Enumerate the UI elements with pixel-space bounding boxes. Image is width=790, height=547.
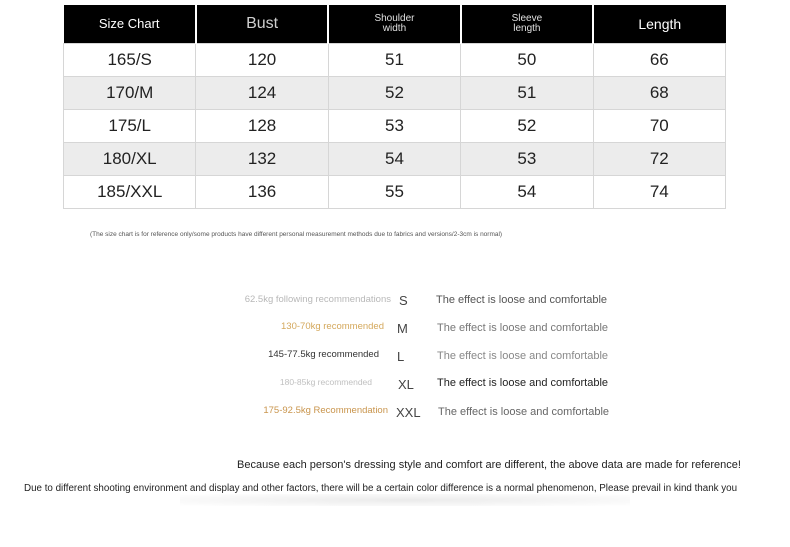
- cell-bust: 136: [196, 175, 328, 208]
- cell-shoulder: 51: [328, 43, 460, 76]
- rec-effect: The effect is loose and comfortable: [438, 406, 610, 418]
- cell-bust: 120: [196, 43, 328, 76]
- rec-size: L: [397, 349, 405, 364]
- cell-shoulder: 53: [328, 109, 460, 142]
- recommendation-row: [0, 293, 790, 313]
- cell-sleeve: 52: [461, 109, 593, 142]
- cell-length: 72: [593, 142, 725, 175]
- table-row: [64, 76, 726, 109]
- header-shoulder-line2: width: [382, 22, 407, 34]
- rec-effect: The effect is loose and comfortable: [437, 377, 609, 389]
- rec-size: XL: [398, 377, 414, 392]
- footer-reference-note: Because each person's dressing style and comfort are different, the above data are made for reference!: [237, 459, 741, 471]
- cell-shoulder: 54: [328, 142, 460, 175]
- rec-size: M: [397, 321, 408, 336]
- cell-length: 68: [593, 76, 725, 109]
- cell-length: 70: [593, 109, 725, 142]
- rec-weight: 145-77.5kg recommended: [268, 349, 379, 360]
- recommendation-row: [0, 349, 790, 369]
- header-length: Length: [593, 5, 725, 43]
- cell-bust: 132: [196, 142, 328, 175]
- rec-effect: The effect is loose and comfortable: [437, 322, 609, 334]
- cell-size: 170/M: [64, 76, 196, 109]
- rec-effect: The effect is loose and comfortable: [436, 294, 608, 306]
- size-chart-table: [63, 5, 726, 209]
- header-bust: Bust: [196, 5, 328, 43]
- recommendation-row: [0, 377, 790, 397]
- cell-sleeve: 54: [461, 175, 593, 208]
- rec-size: S: [399, 293, 408, 308]
- cell-shoulder: 55: [328, 175, 460, 208]
- header-shoulder-line1: Shoulder: [374, 12, 415, 24]
- table-header-row: [64, 5, 726, 43]
- cell-size: 165/S: [64, 43, 196, 76]
- cell-sleeve: 53: [461, 142, 593, 175]
- header-sleeve-line1: Sleeve: [511, 12, 543, 24]
- rec-weight: 130-70kg recommended: [281, 321, 384, 332]
- cell-length: 74: [593, 175, 725, 208]
- header-shoulder: [328, 5, 460, 43]
- cell-sleeve: 51: [461, 76, 593, 109]
- decorative-shadow: [180, 494, 630, 506]
- footer-color-disclaimer: Due to different shooting environment and display and other factors, there will be a certain color difference is a normal phenomenon, Please prevail in kind thank you: [24, 483, 738, 494]
- cell-length: 66: [593, 43, 725, 76]
- header-sleeve-line2: length: [513, 22, 541, 34]
- size-chart-note: (The size chart is for reference only/some products have different personal measurement methods due to fabrics and versions/2-3cm is normal): [90, 231, 503, 238]
- cell-sleeve: 50: [461, 43, 593, 76]
- rec-effect: The effect is loose and comfortable: [437, 350, 609, 362]
- cell-bust: 128: [196, 109, 328, 142]
- rec-size: XXL: [396, 405, 421, 420]
- rec-weight: 62.5kg following recommendations: [244, 294, 391, 305]
- table-row: [64, 175, 726, 208]
- table-row: [64, 142, 726, 175]
- table-row: [64, 43, 726, 76]
- recommendation-row: [0, 321, 790, 341]
- recommendation-row: [0, 405, 790, 425]
- cell-size: 175/L: [64, 109, 196, 142]
- header-sleeve: [461, 5, 593, 43]
- cell-shoulder: 52: [328, 76, 460, 109]
- cell-size: 185/XXL: [64, 175, 196, 208]
- rec-weight: 180-85kg recommended: [279, 377, 372, 387]
- header-size: Size Chart: [64, 5, 196, 43]
- cell-size: 180/XL: [64, 142, 196, 175]
- rec-weight: 175-92.5kg Recommendation: [263, 405, 388, 416]
- cell-bust: 124: [196, 76, 328, 109]
- table-row: [64, 109, 726, 142]
